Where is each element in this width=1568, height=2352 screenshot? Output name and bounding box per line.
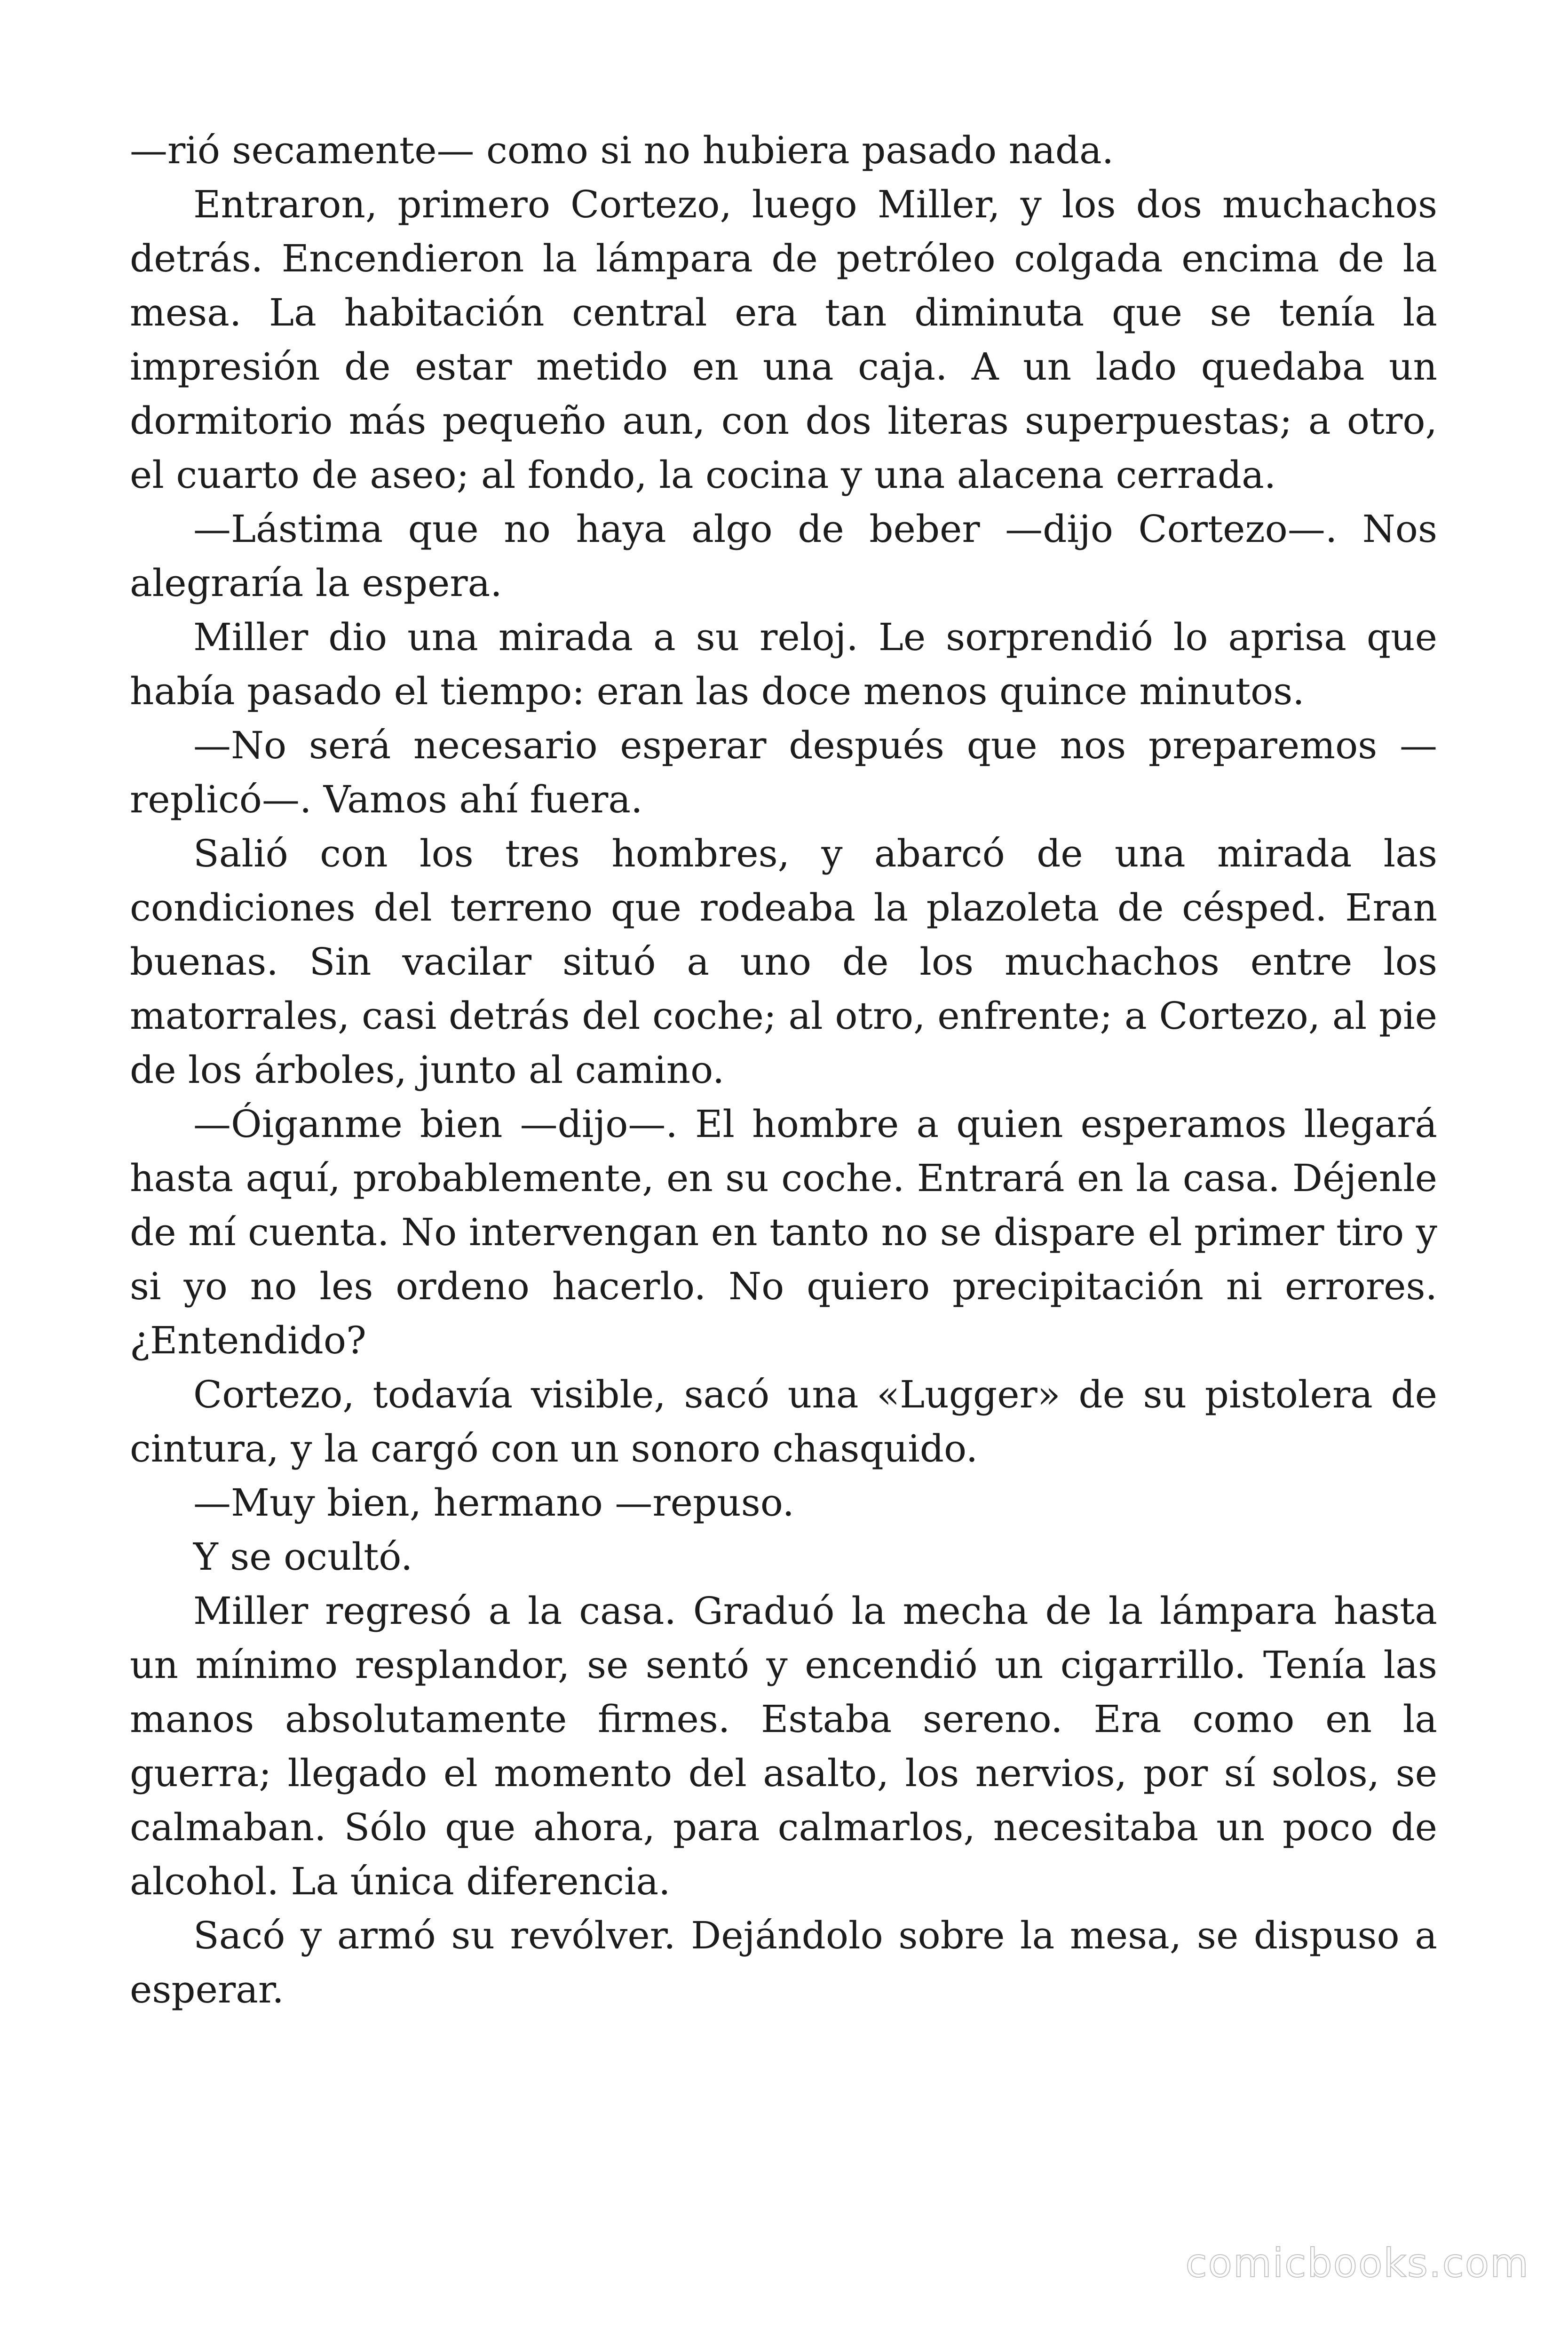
body-text [130,123,1437,2017]
paragraph-11: Miller regresó a la casa. Graduó la mecha de la lámpara hasta un mínimo resplandor, se sentó y encendió un cigarrillo. Tenía las manos absolutamente firmes. Estaba sereno. Era como en la guerra; llegado el momento del asalto, los nervios, por sí solos, se calmaban. Sólo que ahora, para calmarlos, necesitaba un poco de alcohol. La única diferencia. [130,1589,1437,1903]
paragraph-12: Sacó y armó su revólver. Dejándolo sobre la mesa, se dispuso a esperar. [130,1914,1437,2011]
paragraph-10: Y se ocultó. [193,1535,413,1579]
paragraph-5: —No será necesario esperar después que nos preparemos —replicó—. Vamos ahí fuera. [130,723,1437,821]
watermark-text: comicbooks.com [1185,2240,1529,2286]
paragraph-4: Miller dio una mirada a su reloj. Le sorprendió lo aprisa que había pasado el tiempo: eran las doce menos quince minutos. [130,615,1437,713]
paragraph-7: —Óiganme bien —dijo—. El hombre a quien esperamos llegará hasta aquí, probablemente, en su coche. Entrará en la casa. Déjenle de mí cuenta. No intervengan en tanto no se dispare el primer tiro y si yo no les ordeno hacerlo. No quiero precipitación ni errores. ¿Entendido? [130,1102,1437,1362]
paragraph-9: —Muy bien, hermano —repuso. [193,1481,794,1525]
paragraph-8: Cortezo, todavía visible, sacó una «Lugger» de su pistolera de cintura, y la cargó con un sonoro chasquido. [130,1373,1437,1470]
paragraph-3: —Lástima que no haya algo de beber —dijo Cortezo—. Nos alegraría la espera. [130,507,1437,605]
paragraph-1: —rió secamente— como si no hubiera pasado nada. [130,128,1114,172]
paragraph-6: Salió con los tres hombres, y abarcó de una mirada las condiciones del terreno que rodeaba la plazoleta de césped. Eran buenas. Sin vacilar situó a uno de los muchachos entre los matorrales, casi detrás del coche; al otro, enfrente; a Cortezo, al pie de los árboles, junto al camino. [130,832,1437,1092]
paragraph-2: Entraron, primero Cortezo, luego Miller, y los dos muchachos detrás. Encendieron la lámpara de petróleo colgada encima de la mesa. La habitación central era tan diminuta que se tenía la impresión de estar metido en una caja. A un lado quedaba un dormitorio más pequeño aun, con dos literas superpuestas; a otro, el cuarto de aseo; al fondo, la cocina y una alacena cerrada. [130,183,1437,497]
